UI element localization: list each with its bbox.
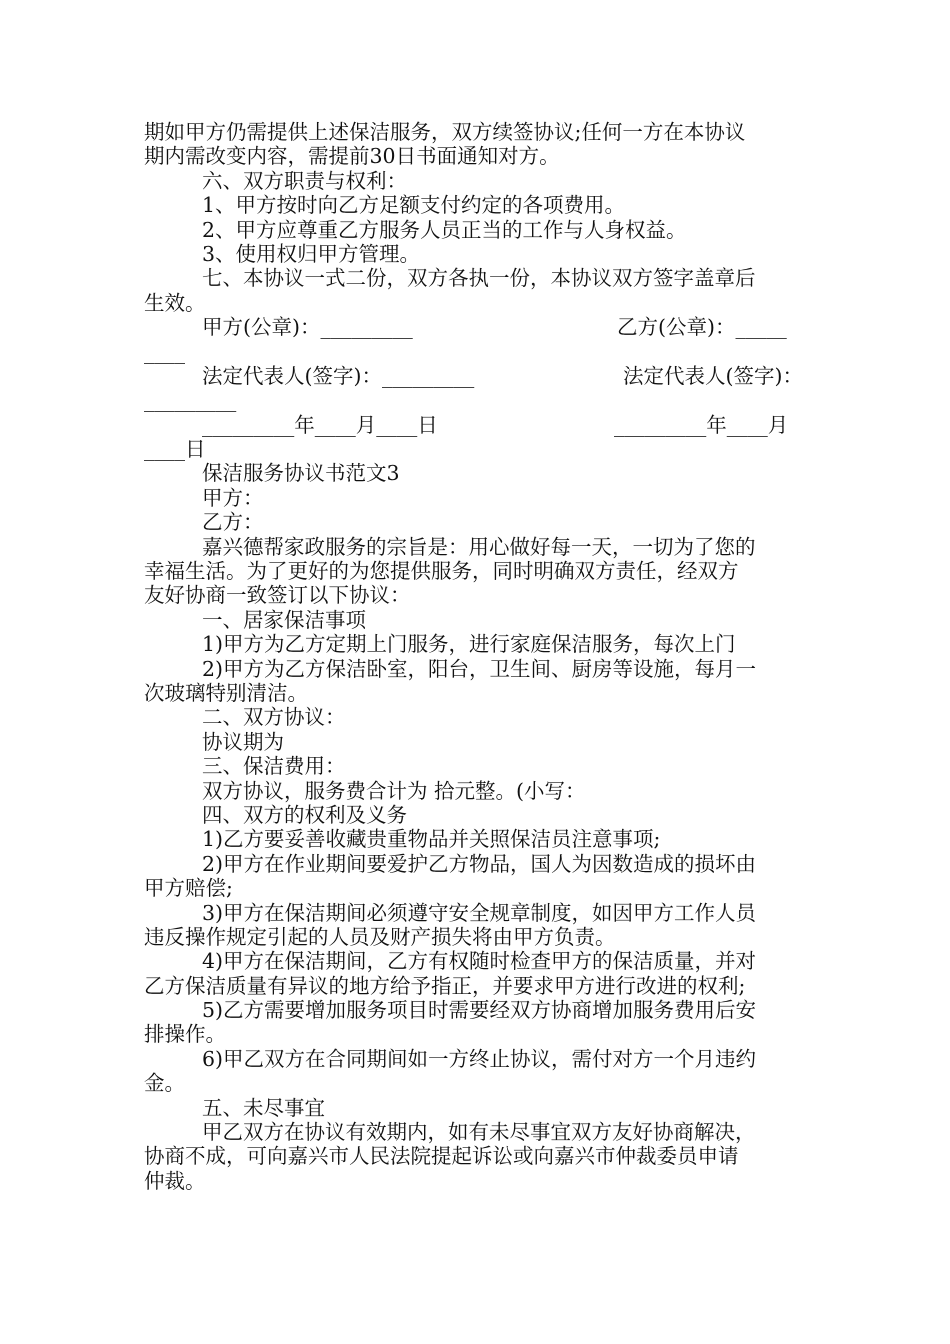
text-line: 期如甲方仍需提供上述保洁服务，双方续签协议;任何一方在本协议 <box>144 120 746 144</box>
signature-row-seal <box>144 315 809 339</box>
text-line: 一、居家保洁事项 <box>202 607 366 632</box>
text-line: 四、双方的权利及义务 <box>202 802 407 827</box>
sample-agreement-3 <box>144 461 809 1193</box>
party-a-representative: 法定代表人(签字)：_________ <box>202 363 475 388</box>
party-a-date: _________年____月____日 <box>202 412 438 437</box>
text-line: 协商不成，可向嘉兴市人民法院提起诉讼或向嘉兴市仲裁委员申请 <box>144 1144 739 1169</box>
section-six-seven <box>144 120 809 315</box>
text-line: 1、甲方按时向乙方足额支付约定的各项费用。 <box>202 193 626 218</box>
text-line: 七、本协议一式二份，双方各执一份，本协议双方签字盖章后 <box>202 266 756 291</box>
text-line: 5)乙方需要增加服务项目时需要经双方协商增加服务费用后安 <box>202 998 757 1023</box>
party-a-seal: 甲方(公章)：_________ <box>202 315 413 340</box>
party-b-seal-wrap: ____ <box>144 339 185 364</box>
text-line: 生效。 <box>144 290 206 315</box>
text-line: 五、未尽事宜 <box>202 1095 325 1120</box>
text-line: 金。 <box>144 1071 185 1096</box>
text-line: 乙方保洁质量有异议的地方给予指正，并要求甲方进行改进的权利; <box>144 973 746 998</box>
party-b-representative-wrap: _________ <box>144 388 237 413</box>
text-line: 6)甲乙双方在合同期间如一方终止协议，需付对方一个月违约 <box>202 1046 757 1071</box>
text-line: 幸福生活。为了更好的为您提供服务，同时明确双方责任，经双方 <box>144 559 739 584</box>
text-line: 排操作。 <box>144 1022 226 1047</box>
text-line: 期内需改变内容，需提前30日书面通知对方。 <box>144 144 560 169</box>
text-line: 次玻璃特别清洁。 <box>144 680 308 705</box>
signature-row-representative <box>144 364 809 388</box>
text-line: 保洁服务协议书范文3 <box>202 461 400 486</box>
text-line: 仲裁。 <box>144 1168 206 1193</box>
party-b-seal: 乙方(公章)：_____ <box>617 315 787 340</box>
text-line: 甲乙双方在协议有效期内，如有未尽事宜双方友好协商解决， <box>202 1120 756 1145</box>
text-line: 嘉兴德帮家政服务的宗旨是：用心做好每一天，一切为了您的 <box>202 534 756 559</box>
signature-row-date <box>144 413 809 437</box>
text-line: 3)甲方在保洁期间必须遵守安全规章制度，如因甲方工作人员 <box>202 900 757 925</box>
text-line: 1)甲方为乙方定期上门服务，进行家庭保洁服务，每次上门 <box>202 632 736 657</box>
text-line: 乙方： <box>202 510 264 535</box>
text-line: 违反操作规定引起的人员及财产损失将由甲方负责。 <box>144 924 616 949</box>
text-line: 3、使用权归甲方管理。 <box>202 241 421 266</box>
text-line: 六、双方职责与权利： <box>202 168 407 193</box>
text-line: 甲方： <box>202 485 264 510</box>
document-body <box>144 120 809 1193</box>
text-line: 二、双方协议： <box>202 705 346 730</box>
party-b-date: _________年____月 <box>614 412 789 437</box>
text-line: 甲方赔偿; <box>144 876 233 901</box>
text-line: 2、甲方应尊重乙方服务人员正当的工作与人身权益。 <box>202 217 687 242</box>
text-line: 双方协议，服务费合计为 拾元整。(小写： <box>202 778 586 803</box>
text-line: 2)甲方为乙方保洁卧室，阳台，卫生间、厨房等设施，每月一 <box>202 656 757 681</box>
text-line: 2)甲方在作业期间要爱护乙方物品，国人为因数造成的损坏由 <box>202 851 757 876</box>
text-line: 1)乙方要妥善收藏贵重物品并关照保洁员注意事项; <box>202 827 661 852</box>
party-b-representative: 法定代表人(签字)： <box>623 363 803 388</box>
text-line: 协议期为 <box>202 729 284 754</box>
text-line: 友好协商一致签订以下协议： <box>144 583 411 608</box>
party-b-date-wrap: ____日 <box>144 437 206 462</box>
text-line: 三、保洁费用： <box>202 754 346 779</box>
text-line: 4)甲方在保洁期间，乙方有权随时检查甲方的保洁质量，并对 <box>202 949 757 974</box>
